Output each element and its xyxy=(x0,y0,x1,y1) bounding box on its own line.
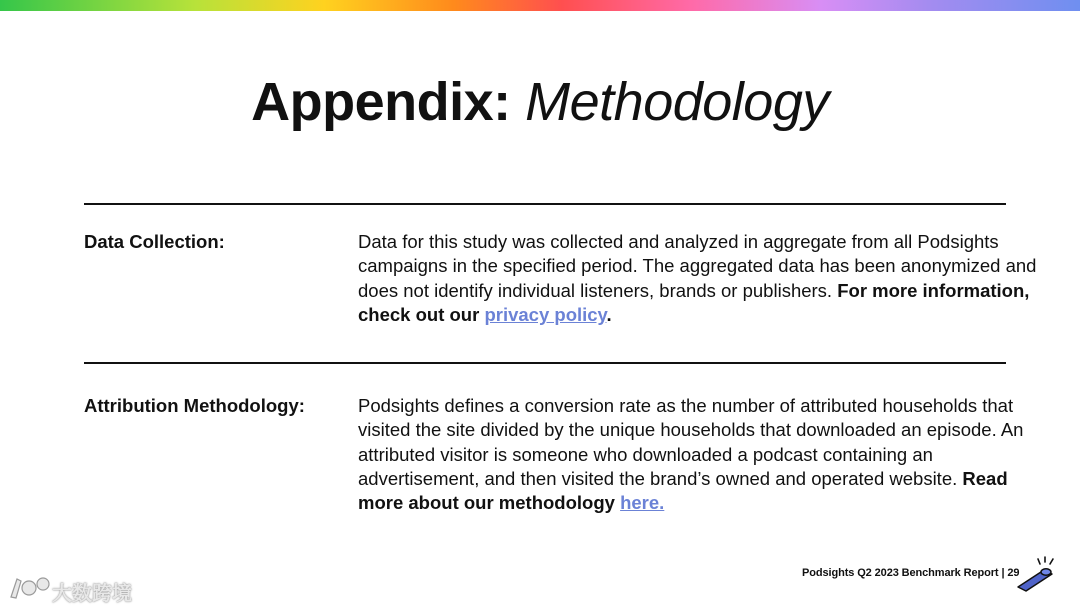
section-text-attribution xyxy=(358,394,1038,515)
methodology-here-link[interactable]: here. xyxy=(620,492,665,514)
watermark-text: 大数跨境 xyxy=(52,583,132,605)
page-title xyxy=(0,70,1080,134)
privacy-policy-link[interactable]: privacy policy xyxy=(484,303,607,325)
section-divider xyxy=(84,203,1006,205)
section-text-data-collection xyxy=(358,230,1038,327)
attribution-bold-text: Read more about our methodology xyxy=(358,467,1008,514)
section-label-attribution: Attribution Methodology: xyxy=(84,395,305,416)
title-bold: Appendix: xyxy=(251,72,511,132)
podsights-logo-icon xyxy=(1014,554,1060,594)
section-divider xyxy=(84,362,1006,364)
data-collection-trail: . xyxy=(606,303,612,325)
data-collection-text: Data for this study was collected and analyzed in aggregate from all Podsights campaigns in the specified period. The aggregated data has been anonymized and does not identify individual listeners, brands or publishers. xyxy=(358,231,1037,301)
data-collection-bold-text: For more information, check out our xyxy=(358,279,1030,325)
section-label-data-collection: Data Collection: xyxy=(84,231,225,252)
title-italic: Methodology xyxy=(525,72,829,132)
rainbow-header-bar xyxy=(0,0,1080,11)
attribution-text: Podsights defines a conversion rate as the number of attributed households that visited the site divided by the unique households that downloaded an episode. An attributed visitor is someone who downloaded a podcast containing an advertisement, and then visited the brand’s owned and operated website. xyxy=(358,395,1024,489)
footer-page-label: Podsights Q2 2023 Benchmark Report | 29 xyxy=(802,567,1020,579)
